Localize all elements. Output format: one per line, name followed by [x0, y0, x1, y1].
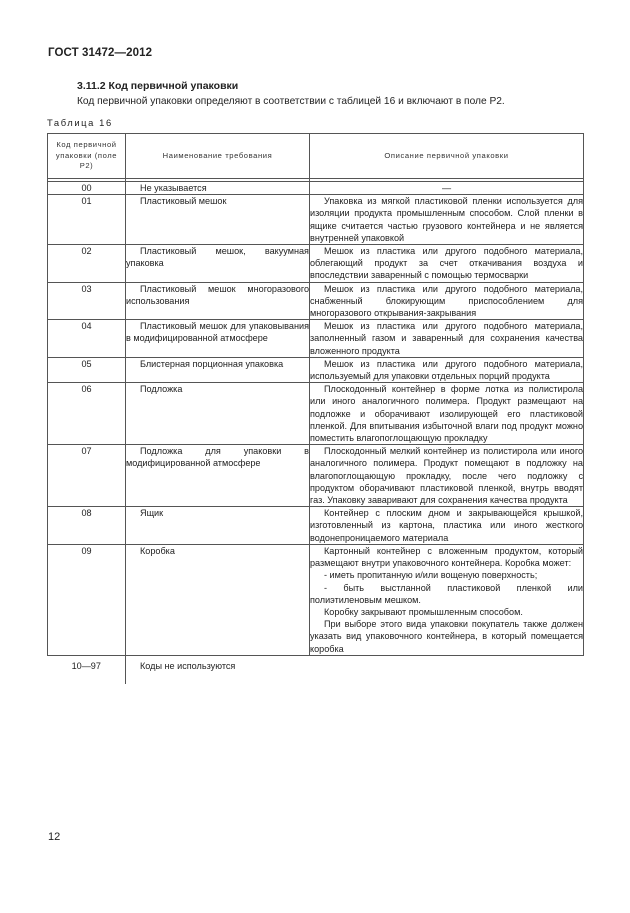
description-paragraph: Плоскодонный мелкий контейнер из полистирола или иного аналогичного полимера. Продукт помещают в подложку на влагопоглощающую прокладку, после чего подложку с продуктом оборачивают пластиковой пленкой, внутрь вводят газ. Упаковку заваривают для сохранения качества продукта [310, 446, 583, 506]
row-name: Пластиковый мешок для упаковывания в модифицированной атмосфере [126, 320, 310, 358]
page-number: 12 [48, 831, 61, 843]
description-paragraph: Упаковка из мягкой пластиковой пленки используется для изоляции продукта промышленным способом. Слой пленки в ящике считается частью грузового контейнера и не является внутренней упаковкой [310, 196, 583, 243]
row-name: Подложка [126, 383, 310, 445]
row-code: 02 [48, 245, 126, 283]
row-description [310, 383, 584, 445]
row-name: Пластиковый мешок [126, 195, 310, 245]
table-row [48, 544, 584, 655]
table-row [48, 195, 584, 245]
table-label: Таблица 16 [47, 117, 113, 128]
description-paragraph: Контейнер с плоским дном и закрывающейся крышкой, изготовленный из картона, пластика или иного жесткого водонепроницаемого материала [310, 508, 583, 543]
table-row [48, 357, 584, 382]
row-code: 08 [48, 507, 126, 545]
table-row [48, 383, 584, 445]
table-row [48, 445, 584, 507]
row-code: 01 [48, 195, 126, 245]
row-name: Не указывается [126, 182, 310, 195]
description-paragraph: Мешок из пластика или другого подобного материала, снабженный блокирующим приспособлением для многоразового открывания-закрывания [310, 283, 583, 319]
table-row [48, 282, 584, 320]
row-description [310, 445, 584, 507]
section-title: 3.11.2 Код первичной упаковки [77, 80, 239, 92]
row-description [310, 320, 584, 358]
row-code: 09 [48, 544, 126, 655]
row-description [310, 357, 584, 382]
header-code: Код первичной упаковки (поле Р2) [48, 134, 126, 179]
row-name: Пластиковый мешок, вакуумная упаковка [126, 245, 310, 283]
row-name: Подложка для упаковки в модифицированной атмосфере [126, 445, 310, 507]
description-paragraph: При выборе этого вида упаковки покупатель также должен указать вид упаковочного контейнера, в который помещается коробка [310, 619, 583, 654]
table-body [48, 182, 584, 684]
row-code: 03 [48, 282, 126, 320]
table-row [48, 655, 584, 684]
row-name: Коды не используются [126, 655, 310, 684]
description-paragraph: Плоскодонный контейнер в форме лотка из полистирола или иного аналогичного полимера. Продукт размещают на подложке и оборачивают изолирующей его пластиковой пленкой. Для впитывания избыточной влаги под продукт можно поместить влагопоглощающую прокладку [310, 384, 583, 444]
description-paragraph: Мешок из пластика или другого подобного материала, облегающий продукт за счет откачивания воздуха и впоследствии заваренный с помощью термосварки [310, 246, 583, 281]
row-description [310, 282, 584, 320]
row-code: 10—97 [48, 655, 126, 684]
row-name: Пластиковый мешок многоразового использования [126, 282, 310, 320]
table-row [48, 320, 584, 358]
row-description [310, 655, 584, 684]
header-description: Описание первичной упаковки [310, 134, 584, 179]
row-name: Коробка [126, 544, 310, 655]
row-description [310, 507, 584, 545]
row-description [310, 195, 584, 245]
description-paragraph: Мешок из пластика или другого подобного материала, заполненный газом и заваренный для сохранения качества вложенного продукта [310, 321, 583, 356]
row-code: 07 [48, 445, 126, 507]
row-code: 06 [48, 383, 126, 445]
row-name: Ящик [126, 507, 310, 545]
description-paragraph: Коробку закрывают промышленным способом. [324, 606, 523, 617]
packaging-code-table [47, 133, 584, 684]
row-description [310, 182, 584, 195]
row-code: 00 [48, 182, 126, 195]
description-paragraph: Картонный контейнер с вложенным продуктом, который размещают внутри упаковочного контейнера. Коробка может: [310, 545, 583, 569]
row-code: 05 [48, 357, 126, 382]
row-description [310, 245, 584, 283]
table-row [48, 507, 584, 545]
header-name: Наименование требования [126, 134, 310, 179]
row-name: Блистерная порционная упаковка [126, 357, 310, 382]
description-paragraph: — [441, 183, 452, 193]
document-header: ГОСТ 31472—2012 [48, 47, 153, 59]
description-paragraph: - иметь пропитанную и/или вощеную поверхность; [324, 570, 538, 581]
section-intro: Код первичной упаковки определяют в соответствии с таблицей 16 и включают в поле Р2. [77, 96, 505, 107]
table-row [48, 245, 584, 283]
table-row [48, 182, 584, 195]
row-code: 04 [48, 320, 126, 358]
row-description [310, 544, 584, 655]
description-paragraph: Мешок из пластика или другого подобного материала, используемый для упаковки отдельных порций продукта [310, 358, 583, 382]
description-paragraph: - быть выстланной пластиковой пленкой или полиэтиленовым мешком. [310, 582, 583, 605]
